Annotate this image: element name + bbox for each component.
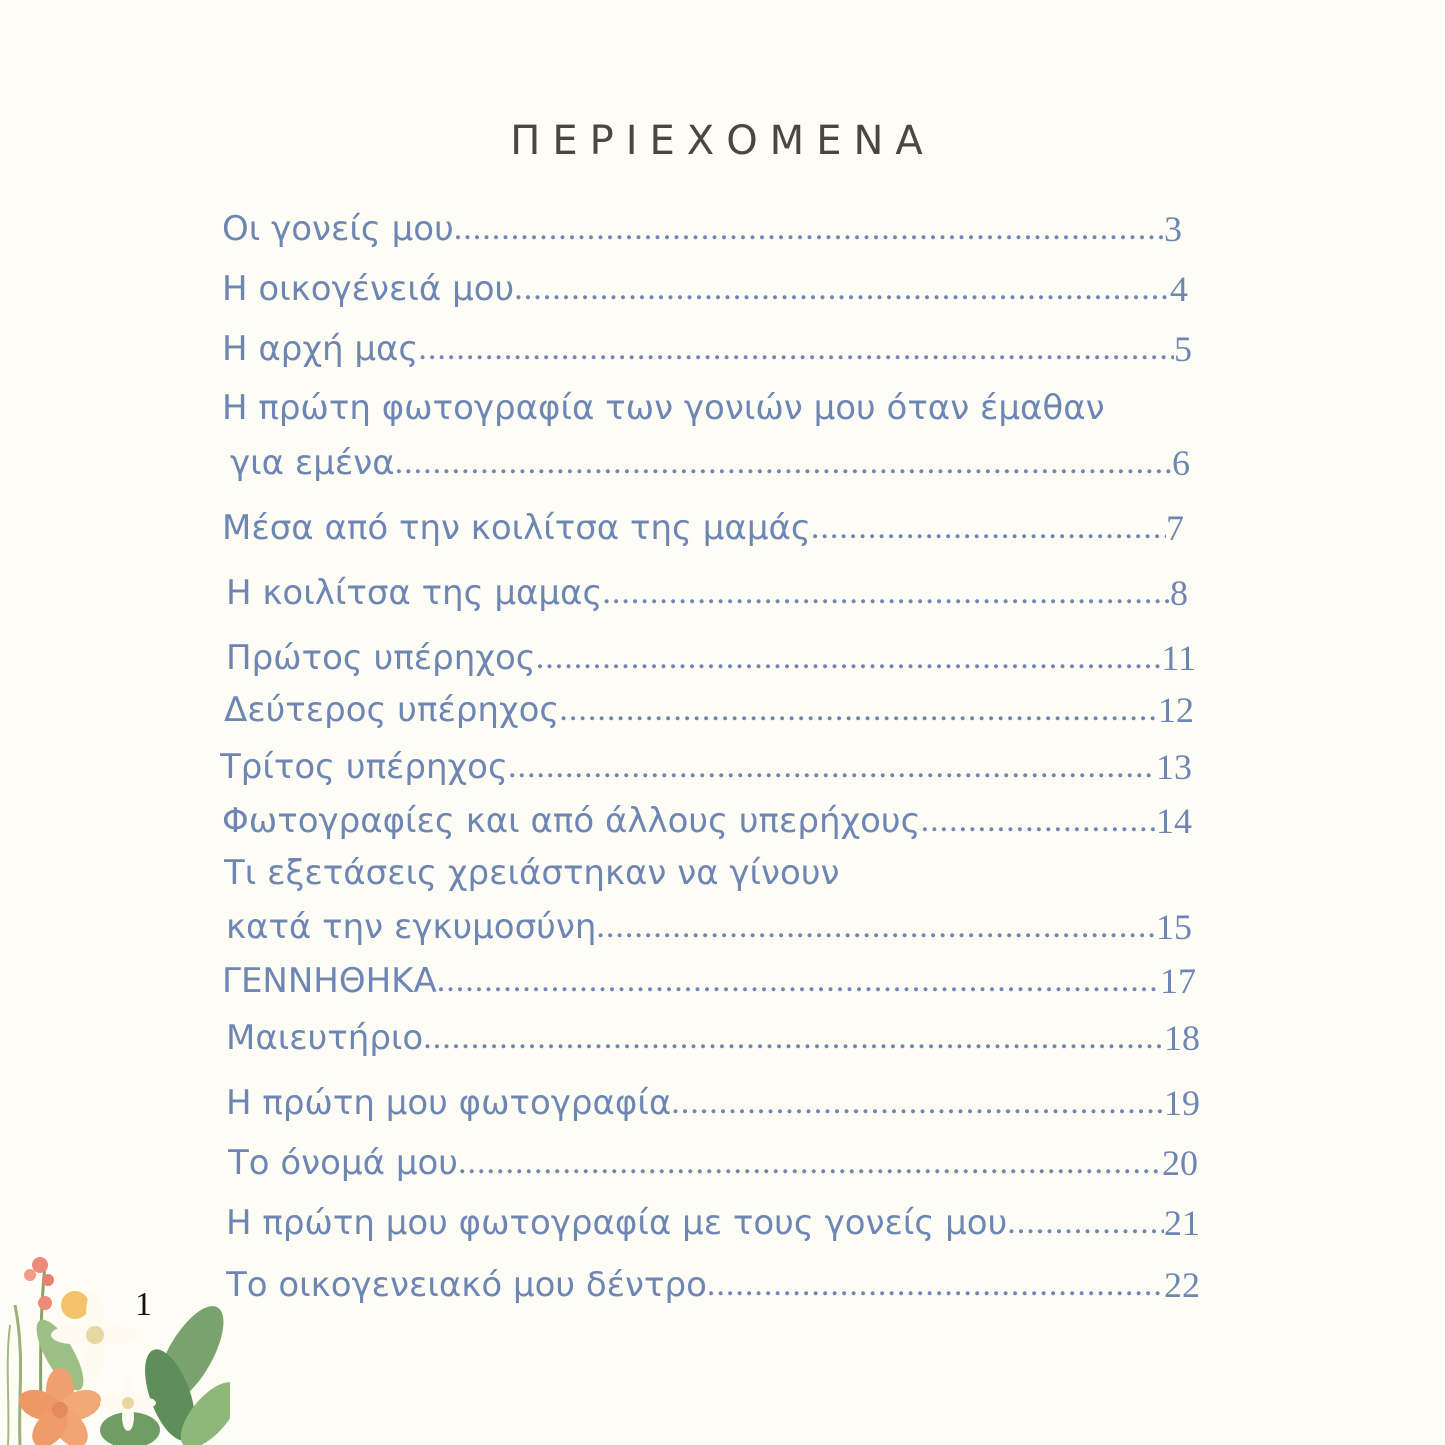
toc-entry [226,570,1188,616]
toc-entry-title: Δεύτερος υπέρηχος [224,690,560,730]
toc-entry [224,850,1184,896]
toc-entry-title: για εμένα [230,443,395,483]
toc-entry [226,904,1192,950]
toc-entry-title: Η κοιλίτσα της μαμας [226,573,603,613]
toc-entry-title: Πρώτος υπέρηχος [226,638,536,678]
toc-leader-dots [458,1140,1162,1186]
toc-leader-dots [559,687,1158,733]
toc-entry-title: Τρίτος υπέρηχος [220,747,508,787]
toc-leader-dots [602,570,1170,616]
toc-entry-page: 5 [1174,329,1192,369]
toc-entry-title: Η πρώτη μου φωτογραφία με τους γονείς μου [226,1203,1008,1243]
toc-entry-title: Η αρχή μας [222,329,419,369]
toc-entry [220,744,1192,790]
toc-entry [226,1015,1200,1061]
toc-entry-title: ΓΕΝΝΗΘΗΚΑ [222,961,437,1001]
toc-entry-page: 19 [1164,1083,1200,1123]
toc-entry-title: Το οικογενειακό μου δέντρο [226,1265,707,1305]
toc-entry-page: 17 [1160,961,1196,1001]
toc-entry-title: Η πρώτη φωτογραφία των γονιών μου όταν έμαθαν [222,388,1105,428]
toc-entry-page: 3 [1164,209,1182,249]
toc-entry [226,1200,1200,1246]
toc-leader-dots [395,440,1172,486]
toc-entry-page: 8 [1170,573,1188,613]
toc-entry-title: Η πρώτη μου φωτογραφία [226,1083,672,1123]
toc-leader-dots [508,744,1156,790]
toc-entry [222,326,1192,372]
toc-entry-page: 4 [1170,269,1188,309]
toc-entry-title: Τι εξετάσεις χρειάστηκαν να γίνουν [224,853,840,893]
toc-entry-title: Οι γονείς μου [222,209,454,249]
toc-entry-page: 18 [1164,1018,1200,1058]
toc-entry-page: 6 [1172,443,1190,483]
toc-entry-page: 13 [1156,747,1192,787]
page-title: ΠΕΡΙΕΧΟΜΕΝΑ [510,118,935,164]
toc-entry [222,385,1182,431]
toc-entry-title: Μέσα από την κοιλίτσα της μαμάς [222,508,811,548]
toc-entry [222,266,1188,312]
toc-entry [226,635,1196,681]
toc-leader-dots [536,635,1162,681]
toc-entry-page: 21 [1164,1203,1200,1243]
toc-entry [222,505,1184,551]
toc-leader-dots [596,904,1156,950]
toc-entry-page: 11 [1161,638,1196,678]
toc-leader-dots [1007,1200,1164,1246]
toc-entry [222,206,1182,252]
toc-entry-title: Φωτογραφίες και από άλλους υπερήχους [222,801,921,841]
toc-entry [226,1080,1200,1126]
toc-entry-page: 14 [1156,801,1192,841]
toc-leader-dots [454,206,1164,252]
toc-entry [222,798,1192,844]
flower-decoration-icon [0,1245,230,1445]
toc-leader-dots [423,1015,1164,1061]
toc-entry-page: 12 [1158,690,1194,730]
page-number: 1 [135,1286,152,1323]
toc-entry [230,440,1190,486]
toc-leader-dots [437,958,1160,1004]
toc-entry-page: 20 [1162,1143,1198,1183]
toc-entry-page: 15 [1156,907,1192,947]
toc-entry-page: 7 [1166,508,1184,548]
toc-entry-title: Μαιευτήριο [226,1018,424,1058]
toc-leader-dots [811,505,1166,551]
toc-leader-dots [921,798,1156,844]
toc-entry-title: Η οικογένειά μου [222,269,515,309]
toc-entry [222,958,1196,1004]
toc-entry [224,687,1194,733]
toc-entry-title: κατά την εγκυμοσύνη [226,907,597,947]
toc-leader-dots [418,326,1174,372]
toc-entry [228,1140,1198,1186]
toc-entry-title: Το όνομά μου [228,1143,458,1183]
toc-entry [226,1262,1200,1308]
toc-leader-dots [514,266,1170,312]
toc-leader-dots [707,1262,1164,1308]
toc-entry-page: 22 [1164,1265,1200,1305]
toc-leader-dots [671,1080,1164,1126]
